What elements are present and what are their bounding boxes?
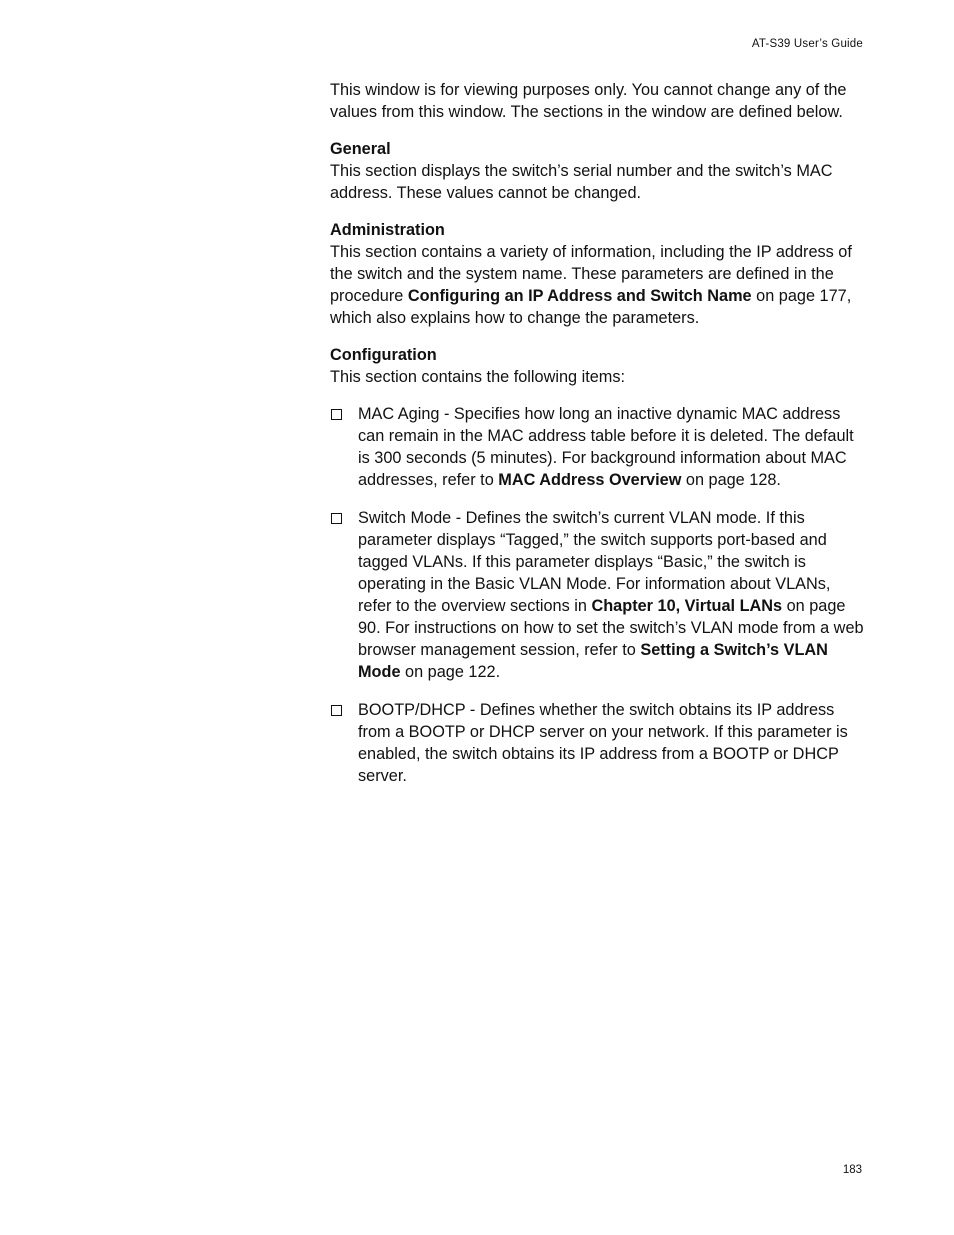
list-item-cross-reference: MAC Address Overview [498,471,682,489]
configuration-section [330,344,866,787]
general-heading: General [330,140,391,158]
list-item-cross-reference: Chapter 10, Virtual LANs [591,597,783,615]
administration-heading: Administration [330,221,445,239]
list-item-text: on page 90. For instructions on how to set the switch’s VLAN mode from a web browser management session, refer to [358,597,864,659]
checkbox-bullet-icon [331,513,342,524]
page-number: 183 [842,1164,862,1176]
list-item-switch-mode [330,507,866,683]
list-item-text: MAC Aging - Specifies how long an inactive dynamic MAC address can remain in the MAC address table before it is deleted. The default is 300 seconds (5 minutes). For background information about MAC addresses, refer to [358,405,854,489]
general-section [330,138,866,204]
list-item-text: on page 122. [400,663,501,681]
intro-paragraph: This window is for viewing purposes only. You cannot change any of the values from this window. The sections in the window are defined below. [330,81,847,121]
page-body [330,79,866,803]
list-item-cross-reference: Setting a Switch’s VLAN Mode [358,641,828,681]
configuration-text: This section contains the following items: [330,368,626,386]
list-item-text: BOOTP/DHCP - Defines whether the switch obtains its IP address from a BOOTP or DHCP server on your network. If this parameter is enabled, the switch obtains its IP address from a BOOTP or DHCP server. [358,701,848,785]
administration-text-after: on page 177, which also explains how to change the parameters. [330,287,852,327]
list-item-bootp-dhcp [330,699,866,787]
configuration-item-list [330,403,866,787]
administration-text-before: This section contains a variety of information, including the IP address of the switch and the system name. These parameters are defined in the procedure [330,243,852,305]
list-item-text: Switch Mode - Defines the switch’s current VLAN mode. If this parameter displays “Tagged,” the switch supports port-based and tagged VLANs. If this parameter displays “Basic,” the switch is operating in the Basic VLAN Mode. For information about VLANs, refer to the overview sections in [358,509,831,615]
list-item-mac-aging [330,403,866,491]
administration-section [330,219,866,329]
running-header: AT-S39 User’s Guide [751,38,863,50]
administration-text [330,241,866,329]
checkbox-bullet-icon [331,705,342,716]
checkbox-bullet-icon [331,409,342,420]
list-item-text: on page 128. [681,471,781,489]
general-text: This section displays the switch’s serial number and the switch’s MAC address. These values cannot be changed. [330,162,833,202]
configuration-heading: Configuration [330,346,437,364]
administration-cross-reference: Configuring an IP Address and Switch Name [407,287,752,305]
